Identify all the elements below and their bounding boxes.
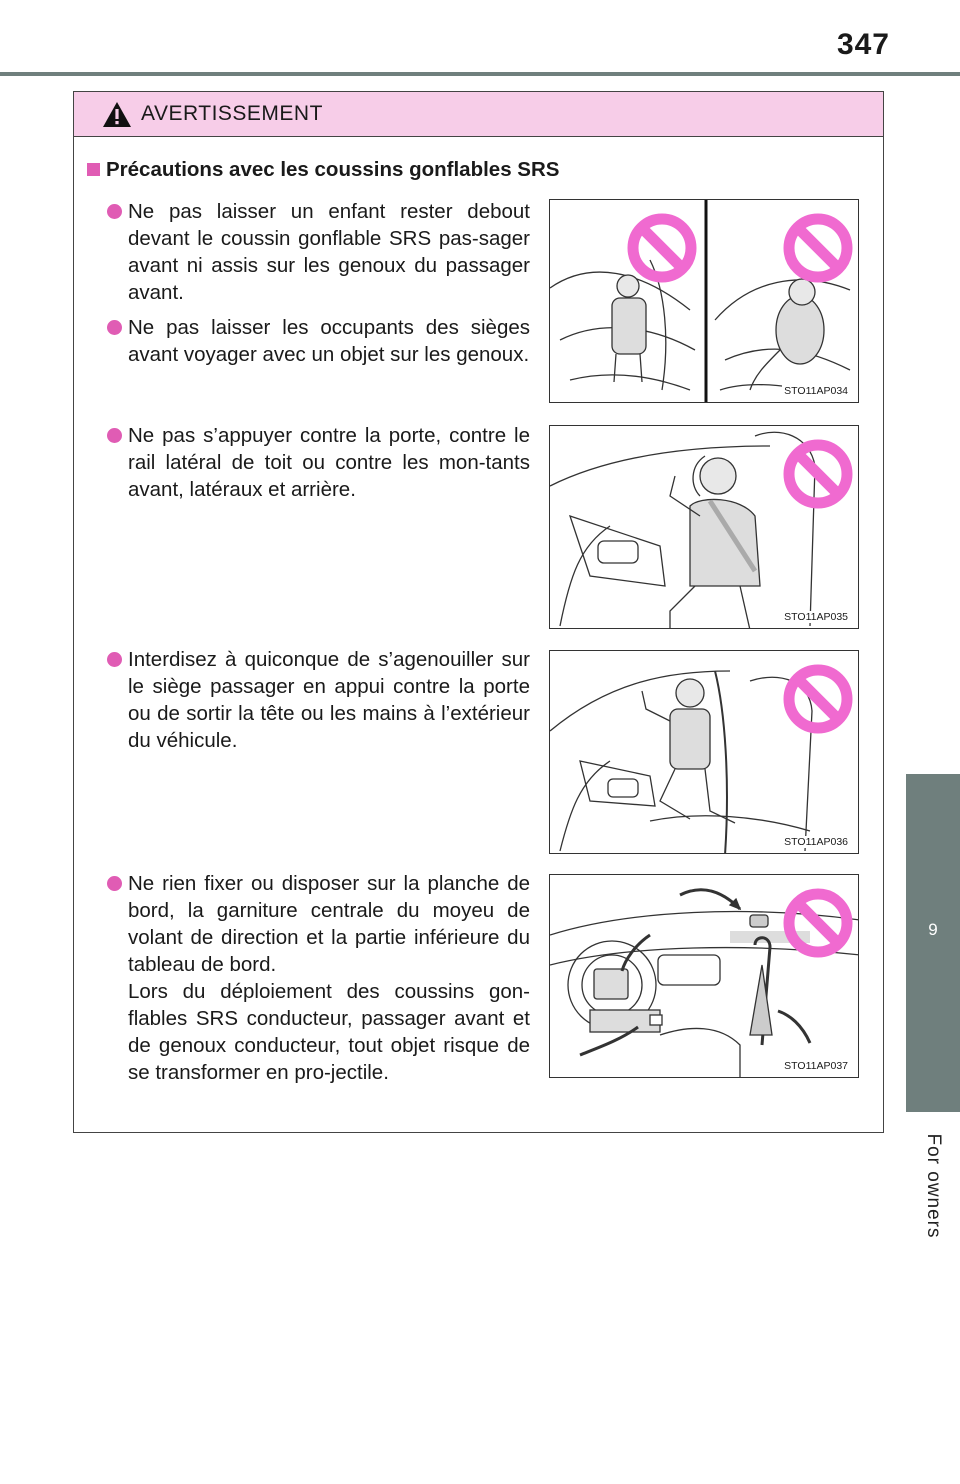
bullet-item-1: Ne pas laisser un enfant rester debout devant le coussin gonflable SRS pas-sager avant ni assis sur les genoux du passager avant. (107, 198, 530, 306)
warning-box (73, 91, 884, 1133)
warning-title: AVERTISSEMENT (141, 102, 323, 125)
figure-leaning-door (549, 425, 859, 629)
figure-code: STO11AP036 (784, 836, 848, 848)
chapter-tab (906, 774, 960, 1112)
prohibition-icon (782, 663, 854, 735)
bullet-item-5-text: Ne rien fixer ou disposer sur la planche de bord, la garniture centrale du moyeu de volant de direction et la partie inférieure du tableau de bord. (128, 872, 530, 976)
bullet-item-5 (107, 870, 530, 1086)
bullet-item-2: Ne pas laisser les occupants des sièges avant voyager avec un objet sur les genoux. (107, 314, 530, 368)
warning-triangle-icon (102, 101, 132, 128)
prohibition-icon (782, 887, 854, 959)
bullet-item-3: Ne pas s’appuyer contre la porte, contre le rail latéral de toit ou contre les mon-tants avant, latéraux et arrière. (107, 422, 530, 503)
header-rule (0, 72, 960, 76)
figure-code: STO11AP034 (784, 385, 848, 397)
figure-code: STO11AP035 (784, 611, 848, 623)
section-square-icon (87, 163, 100, 176)
section-title-text: Précautions avec les coussins gonflables SRS (106, 158, 560, 181)
figure-code: STO11AP037 (784, 1060, 848, 1072)
prohibition-icon (782, 212, 854, 284)
bullet-item-4: Interdisez à quiconque de s’agenouiller sur le siège passager en appui contre la porte ou de sortir la tête ou les mains à l’extérieur du véhicule. (107, 646, 530, 754)
chapter-label-text: For owners (923, 1133, 944, 1239)
figure-dashboard-objects (549, 874, 859, 1078)
page-number: 347 (836, 28, 890, 61)
prohibition-icon (782, 438, 854, 510)
chapter-label (906, 1116, 960, 1256)
chapter-number: 9 (928, 920, 938, 939)
prohibition-icon (626, 212, 698, 284)
warning-header (74, 92, 883, 137)
figure-kneeling-child (549, 650, 859, 854)
figure-child-passenger (549, 199, 859, 403)
bullet-item-5-text2: Lors du déploiement des coussins gon-flables SRS conducteur, passager avant et de genoux conducteur, tout objet risque de se transformer en pro-jectile. (128, 980, 530, 1084)
section-title (87, 158, 559, 182)
